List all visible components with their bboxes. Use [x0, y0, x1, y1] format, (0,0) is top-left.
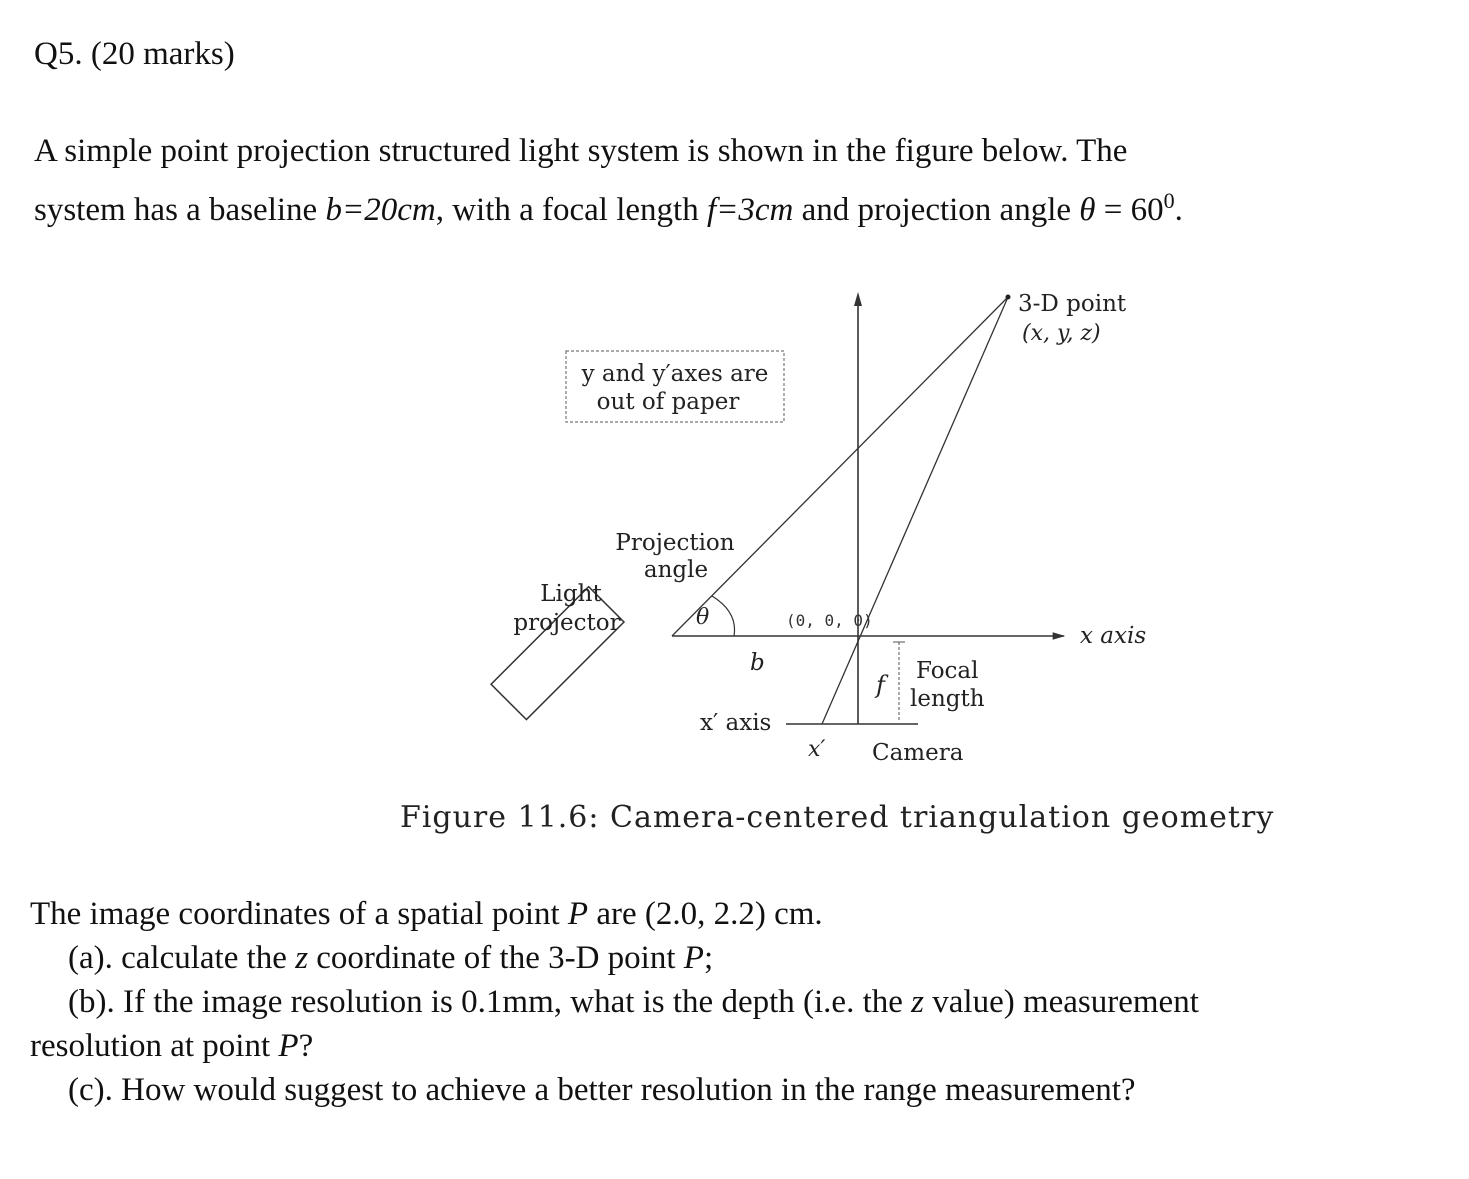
- xprime-axis-label: x′ axis: [700, 710, 772, 736]
- qb-text-b: value) measurement: [924, 984, 1199, 1020]
- baseline-label: b: [750, 650, 765, 676]
- question-b-line-1: [30, 980, 1430, 1024]
- qa-p: P: [683, 940, 704, 976]
- angle-degree: 0: [1163, 188, 1175, 213]
- intro-line-1: A simple point projection structured light system is shown in the figure below. The: [34, 133, 1128, 169]
- qa-text-b: coordinate of the 3-D point: [308, 940, 684, 976]
- questions-block: [30, 892, 1430, 1112]
- qa-text-c: ;: [703, 940, 714, 976]
- qa-z: z: [295, 940, 309, 976]
- point-label-2: (x, y, z): [1022, 321, 1101, 346]
- intro-line-2b: , with a focal length: [435, 192, 707, 228]
- projection-label-2: angle: [643, 557, 709, 583]
- qb-text-a: (b). If the image resolution is 0.1mm, what is the depth (i.e. the: [68, 984, 912, 1020]
- projection-angle-arc: [712, 596, 735, 636]
- qb-text-c: resolution at point: [30, 1028, 279, 1064]
- focal-label-1: Focal: [916, 658, 979, 684]
- origin-label: (0, 0, 0): [786, 611, 873, 630]
- camera-ray: [822, 297, 1008, 724]
- light-label-2: projector: [513, 610, 621, 636]
- point-label-1: 3-D point: [1018, 291, 1127, 317]
- camera-label: Camera: [872, 740, 964, 766]
- x-axis-label: x axis: [1080, 623, 1147, 649]
- light-label-1: Light: [540, 581, 602, 607]
- intro-line-2c: and projection angle: [793, 192, 1080, 228]
- qb-text-d: ?: [298, 1028, 314, 1064]
- statement-text-a: The image coordinates of a spatial point: [30, 896, 568, 932]
- statement-line: [30, 892, 1430, 936]
- statement-p: P: [567, 896, 589, 932]
- projection-label-1: Projection: [615, 530, 735, 556]
- f-label: f: [876, 671, 885, 699]
- question-b-line-2: [30, 1024, 1430, 1068]
- angle-value: = 60: [1095, 192, 1164, 228]
- qb-p: P: [278, 1028, 299, 1064]
- point-marker: [1006, 295, 1011, 300]
- question-a: [30, 936, 1430, 980]
- xprime-label: x′: [808, 737, 826, 762]
- theta-symbol: θ: [1079, 192, 1096, 228]
- focal-value: f=3cm: [706, 192, 794, 228]
- baseline-value: b=20cm: [325, 192, 436, 228]
- question-heading: Q5. (20 marks): [34, 36, 235, 72]
- z-axis-arrow: [854, 292, 862, 306]
- projection-ray: [672, 297, 1008, 636]
- intro-line-2a: system has a baseline: [34, 192, 326, 228]
- qa-text-a: (a). calculate the: [68, 940, 296, 976]
- note-line-1: y and y′axes are: [581, 361, 769, 387]
- theta-label: θ: [696, 605, 710, 630]
- qb-z: z: [911, 984, 924, 1020]
- question-c: (c). How would suggest to achieve a better resolution in the range measurement?: [68, 1072, 1136, 1108]
- statement-text-b: are (2.0, 2.2) cm.: [588, 896, 823, 932]
- figure-caption: Figure 11.6: Camera-centered triangulation geometry: [400, 800, 1275, 835]
- intro-period: .: [1174, 192, 1183, 228]
- focal-label-2: length: [910, 686, 985, 712]
- note-line-2: out of paper: [596, 389, 740, 415]
